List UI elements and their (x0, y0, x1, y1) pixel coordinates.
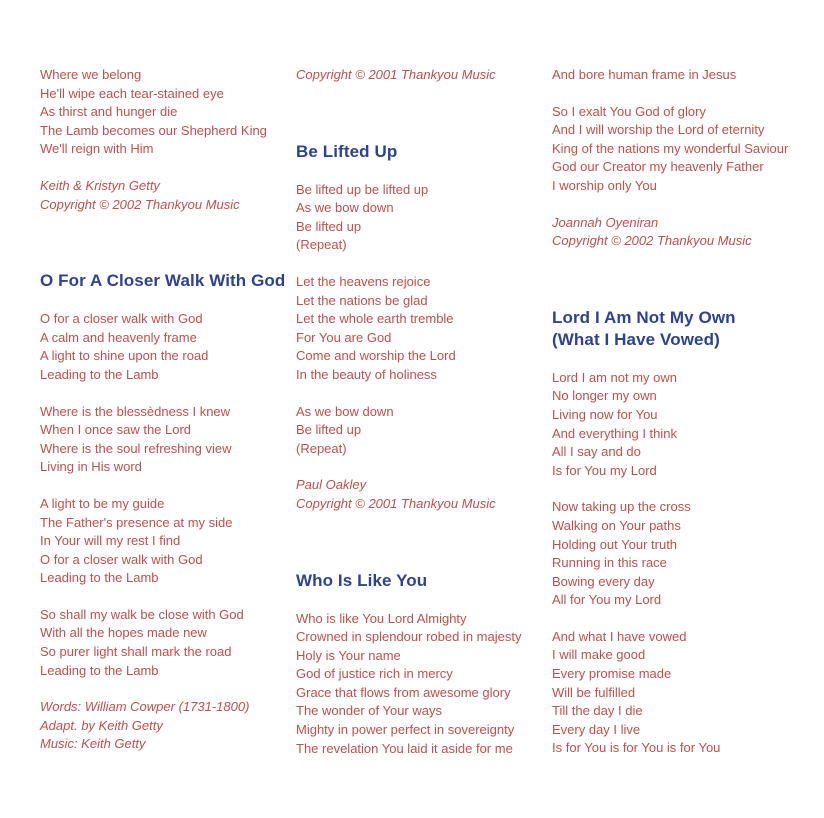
lyric-line: Where is the soul refreshing view (40, 440, 232, 456)
lyric-line: Is for You my Lord (552, 462, 657, 478)
lyric-line: He'll wipe each tear-stained eye (40, 85, 224, 101)
lyric-line: Living in His word (40, 459, 142, 475)
song-credits (296, 476, 532, 513)
lyric-line: King of the nations my wonderful Saviour (552, 140, 789, 156)
lyric-line: No longer my own (552, 388, 657, 404)
lyric-line: So I exalt You God of glory (552, 103, 706, 119)
credit-line: Words: William Cowper (1731-1800) (40, 699, 250, 715)
lyric-line: Living now for You (552, 406, 658, 422)
lyric-line: A calm and heavenly frame (40, 329, 197, 345)
verse (552, 369, 788, 481)
lyric-line: (Repeat) (296, 237, 347, 253)
lyric-line: All I say and do (552, 444, 641, 460)
lyric-line: Now taking up the cross (552, 499, 691, 515)
lyric-line: Bowing every day (552, 573, 655, 589)
lyric-line: As thirst and hunger die (40, 104, 178, 120)
credit-line: Keith & Kristyn Getty (40, 177, 160, 193)
lyric-line: Every day I live (552, 721, 641, 737)
lyric-line: I will make good (552, 647, 646, 663)
verse (552, 628, 788, 758)
verse (296, 403, 532, 459)
lyrics-column-1 (40, 66, 286, 772)
verse (552, 66, 788, 85)
verse (552, 498, 788, 610)
lyric-line: Is for You is for You is for You (552, 740, 721, 756)
lyric-line: A light to be my guide (40, 495, 165, 511)
lyric-line: Holy is Your name (296, 647, 401, 663)
song-credits (40, 177, 276, 214)
lyric-line: God our Creator my heavenly Father (552, 159, 764, 175)
lyric-line: I worship only You (552, 177, 657, 193)
song-title (296, 570, 532, 592)
song-title (552, 307, 788, 351)
lyric-line: Where is the blessèdness I knew (40, 403, 231, 419)
lyric-line: In Your will my rest I find (40, 533, 181, 549)
lyric-line: Crowned in splendour robed in majesty (296, 629, 522, 645)
lyric-line: God of justice rich in mercy (296, 666, 453, 682)
verse (40, 66, 276, 159)
song-title (40, 270, 286, 292)
lyric-line: A light to shine upon the road (40, 348, 209, 364)
credit-line: Adapt. by Keith Getty (40, 717, 163, 733)
song-title-line: Who Is Like You (296, 570, 428, 590)
lyric-line: Mighty in power perfect in sovereignty (296, 722, 515, 738)
lyric-line: All for You my Lord (552, 592, 662, 608)
lyric-line: Every promise made (552, 666, 672, 682)
lyric-line: Walking on Your paths (552, 517, 681, 533)
verse (40, 310, 276, 384)
song-credits (552, 214, 788, 251)
lyric-line: And everything I think (552, 425, 678, 441)
verse (40, 403, 276, 477)
lyric-line: In the beauty of holiness (296, 366, 437, 382)
lyric-line: As we bow down (296, 403, 394, 419)
lyric-line: Be lifted up (296, 422, 362, 438)
lyric-line: Let the nations be glad (296, 292, 428, 308)
lyric-line: Let the heavens rejoice (296, 273, 431, 289)
lyric-line: Where we belong (40, 67, 142, 82)
lyrics-column-3 (552, 66, 788, 776)
lyric-line: The wonder of Your ways (296, 703, 442, 719)
lyric-line: Till the day I die (552, 703, 643, 719)
credit-line: Music: Keith Getty (40, 736, 146, 752)
verse (296, 181, 532, 255)
song-title-line: (What I Have Vowed) (552, 329, 720, 349)
credit-line: Copyright © 2001 Thankyou Music (296, 495, 496, 511)
lyric-line: As we bow down (296, 200, 394, 216)
lyric-line: O for a closer walk with God (40, 311, 203, 327)
lyric-line: The revelation You laid it aside for me (296, 740, 513, 756)
lyric-line: Let the whole earth tremble (296, 311, 454, 327)
lyric-line: So shall my walk be close with God (40, 606, 244, 622)
song-title-line: O For A Closer Walk With God (40, 271, 286, 291)
song-credits (40, 698, 276, 754)
credit-line: Copyright © 2002 Thankyou Music (40, 196, 240, 212)
verse (296, 273, 532, 385)
lyric-line: Leading to the Lamb (40, 662, 159, 678)
lyric-line: Lord I am not my own (552, 369, 677, 385)
lyric-line: The Father's presence at my side (40, 514, 233, 530)
song-title (296, 141, 532, 163)
lyric-line: When I once saw the Lord (40, 422, 192, 438)
lyric-line: With all the hopes made new (40, 625, 207, 641)
lyric-line: Running in this race (552, 555, 667, 571)
lyric-line: And what I have vowed (552, 628, 687, 644)
lyric-line: O for a closer walk with God (40, 551, 203, 567)
lyrics-column-2 (296, 66, 532, 776)
lyric-line: Who is like You Lord Almighty (296, 610, 467, 626)
lyric-line: So purer light shall mark the road (40, 644, 232, 660)
verse (40, 495, 276, 588)
lyric-line: Come and worship the Lord (296, 348, 456, 364)
song-title-line: Lord I Am Not My Own (552, 307, 736, 327)
song-credits (296, 66, 532, 85)
lyric-line: Will be fulfilled (552, 684, 636, 700)
verse (40, 606, 276, 680)
lyric-line: Holding out Your truth (552, 536, 678, 552)
lyric-line: Leading to the Lamb (40, 570, 159, 586)
lyric-line: And I will worship the Lord of eternity (552, 122, 765, 138)
credit-line: Copyright © 2002 Thankyou Music (552, 233, 752, 249)
lyric-line: Be lifted up be lifted up (296, 181, 429, 197)
song-title-line: Be Lifted Up (296, 141, 398, 161)
lyric-line: We'll reign with Him (40, 141, 154, 157)
lyric-line: Leading to the Lamb (40, 366, 159, 382)
lyric-line: Be lifted up (296, 218, 362, 234)
credit-line: Joannah Oyeniran (552, 214, 659, 230)
lyric-line: For You are God (296, 329, 392, 345)
credit-line: Paul Oakley (296, 477, 367, 493)
lyric-line: And bore human frame in Jesus (552, 67, 737, 82)
lyric-line: Grace that flows from awesome glory (296, 684, 511, 700)
lyric-line: The Lamb becomes our Shepherd King (40, 122, 267, 138)
lyric-line: (Repeat) (296, 440, 347, 456)
verse (552, 103, 788, 196)
credit-line: Copyright © 2001 Thankyou Music (296, 67, 496, 82)
verse (296, 610, 532, 759)
